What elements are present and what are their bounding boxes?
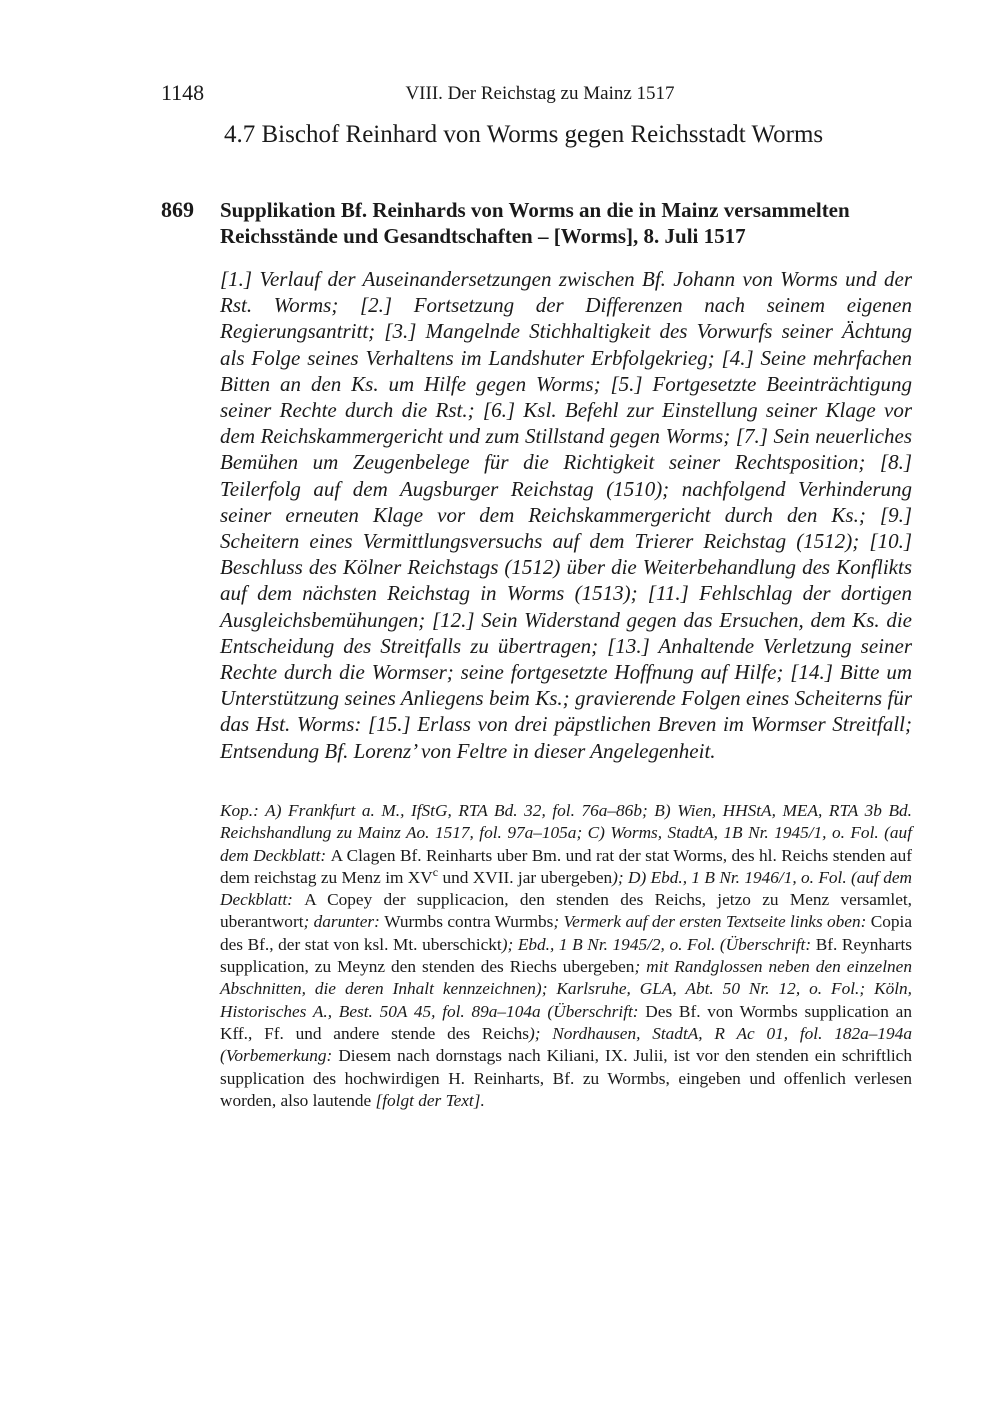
superscript-c: c xyxy=(432,865,439,880)
source-segment: ); D) Ebd., 1 B Nr. 1946/1, o. Fol. (auf dem Deckblatt: xyxy=(220,867,913,910)
source-segment: A Clagen Bf. Reinharts uber Bm. und rat der stat Worms, des hl. Reichs stenden auf dem reichstag zu Menz im XV xyxy=(220,845,912,887)
source-apparatus xyxy=(220,800,912,1112)
source-segment: Copia des Bf., der stat von ksl. Mt. uberschickt xyxy=(220,912,913,954)
source-segment: ; Vermerk auf der ersten Textseite links oben: xyxy=(553,912,871,932)
section-title: 4.7 Bischof Reinhard von Worms gegen Reichsstadt Worms xyxy=(224,121,824,148)
page-number: 1148 xyxy=(161,80,205,105)
source-segment: Diesem nach dornstags nach Kiliani, IX. Julii, ist vor den stenden ein schriftlich supplication des hochwirdigen H. Reinharts, Bf. zu Wormbs, eingeben und offenlich verlesen worden, also lautende xyxy=(220,1046,912,1110)
source-segment: Bf. Reynharts supplication, zu Meynz den stenden des Riechs ubergeben xyxy=(220,934,912,977)
source-segment: ; mit Randglossen neben den einzelnen Abschnitten, die deren Inhalt kennzeichnen); Karlsruhe, GLA, Abt. 50 Nr. 12, o. Fol.; Köln, Historisches A., Best. 50A 45, fol. 89a–104a (Überschrift: xyxy=(220,957,912,1021)
source-segment: [folgt der Text]. xyxy=(375,1090,485,1110)
source-segment: A Copey der supplicacion, den stenden des Reichs, jetzo zu Menz versamlet, uberantwort xyxy=(220,890,912,932)
document-title: Supplikation Bf. Reinhards von Worms an die in Mainz versammelten Reichsstände und Gesandtschaften – [Worms], 8. Juli 1517 xyxy=(220,198,850,248)
document-number: 869 xyxy=(161,197,194,222)
document-regest: [1.] Verlauf der Auseinandersetzungen zwischen Bf. Johann von Worms und der Rst. Worms; [2.] Fortsetzung der Differenzen nach seinem eigenen Regierungsantritt; [3.] Mangelnde Stichhaltigkeit des Vorwurfs seiner Ächtung als Folge seines Verhaltens im Landshuter Erbfolgekrieg; [4.] Seine mehrfachen Bitten an den Ks. um Hilfe gegen Worms; [5.] Fortgesetzte Beeinträchtigung seiner Rechte durch die Rst.; [6.] Ksl. Befehl zur Einstellung seiner Klage vor dem Reichskammergericht und zum Stillstand gegen Worms; [7.] Sein neuerliches Bemühen um Zeugenbelege für die Richtigkeit seiner Rechtsposition; [8.] Teilerfolg auf dem Augsburger Reichstag (1510); nachfolgend Verhinderung seiner erneuten Klage vor dem Reichskammergericht durch den Ks.; [9.] Scheitern eines Vermittlungsversuchs auf dem Trierer Reichstag (1512); [10.] Beschluss des Kölner Reichstags (1512) über die Weiterbehandlung des Konflikts auf dem nächsten Reichstag in Worms (1513); [11.] Fehlschlag der dortigen Ausgleichsbemühungen; [12.] Sein Widerstand gegen das Ersuchen, dem Ks. die Entscheidung des Streitfalls zu übertragen; [13.] Anhaltende Verletzung seiner Rechte durch die Wormser; seine fortgesetzte Hoffnung auf Hilfe; [14.] Bitte um Unterstützung seines Anliegens beim Ks.; gravierende Folgen eines Scheiterns für das Hst. Worms: [15.] Erlass von drei päpstlichen Breven im Wormser Streitfall; Entsendung Bf. Lorenz’ von Feltre in dieser Angelegenheit. xyxy=(220,267,912,763)
running-head: VIII. Der Reichstag zu Mainz 1517 xyxy=(405,83,675,104)
source-segment: und XVII. jar ubergeben xyxy=(438,867,613,887)
source-segment: Des Bf. von Wormbs supplication an Kff., Ff. und andere stende des Reichs xyxy=(220,1001,912,1043)
source-segment: Kop.: A) Frankfurt a. M., IfStG, RTA Bd. 32, fol. 76a–86b; B) Wien, HHStA, MEA, RTA 3b Bd. Reichshandlung zu Mainz Ao. 1517, fol. 97a–105a; C) Worms, StadtA, 1B Nr. 1945/1, o. Fol. (auf dem Deckblatt: xyxy=(220,801,912,865)
source-segment: Wurmbs contra Wurmbs xyxy=(384,912,554,932)
source-segment: ); Ebd., 1 B Nr. 1945/2, o. Fol. (Überschrift: xyxy=(501,934,816,954)
source-segment: ; darunter: xyxy=(303,912,385,932)
source-segment: ); Nordhausen, StadtA, R Ac 01, fol. 182a–194a (Vorbemerkung: xyxy=(220,1023,912,1066)
